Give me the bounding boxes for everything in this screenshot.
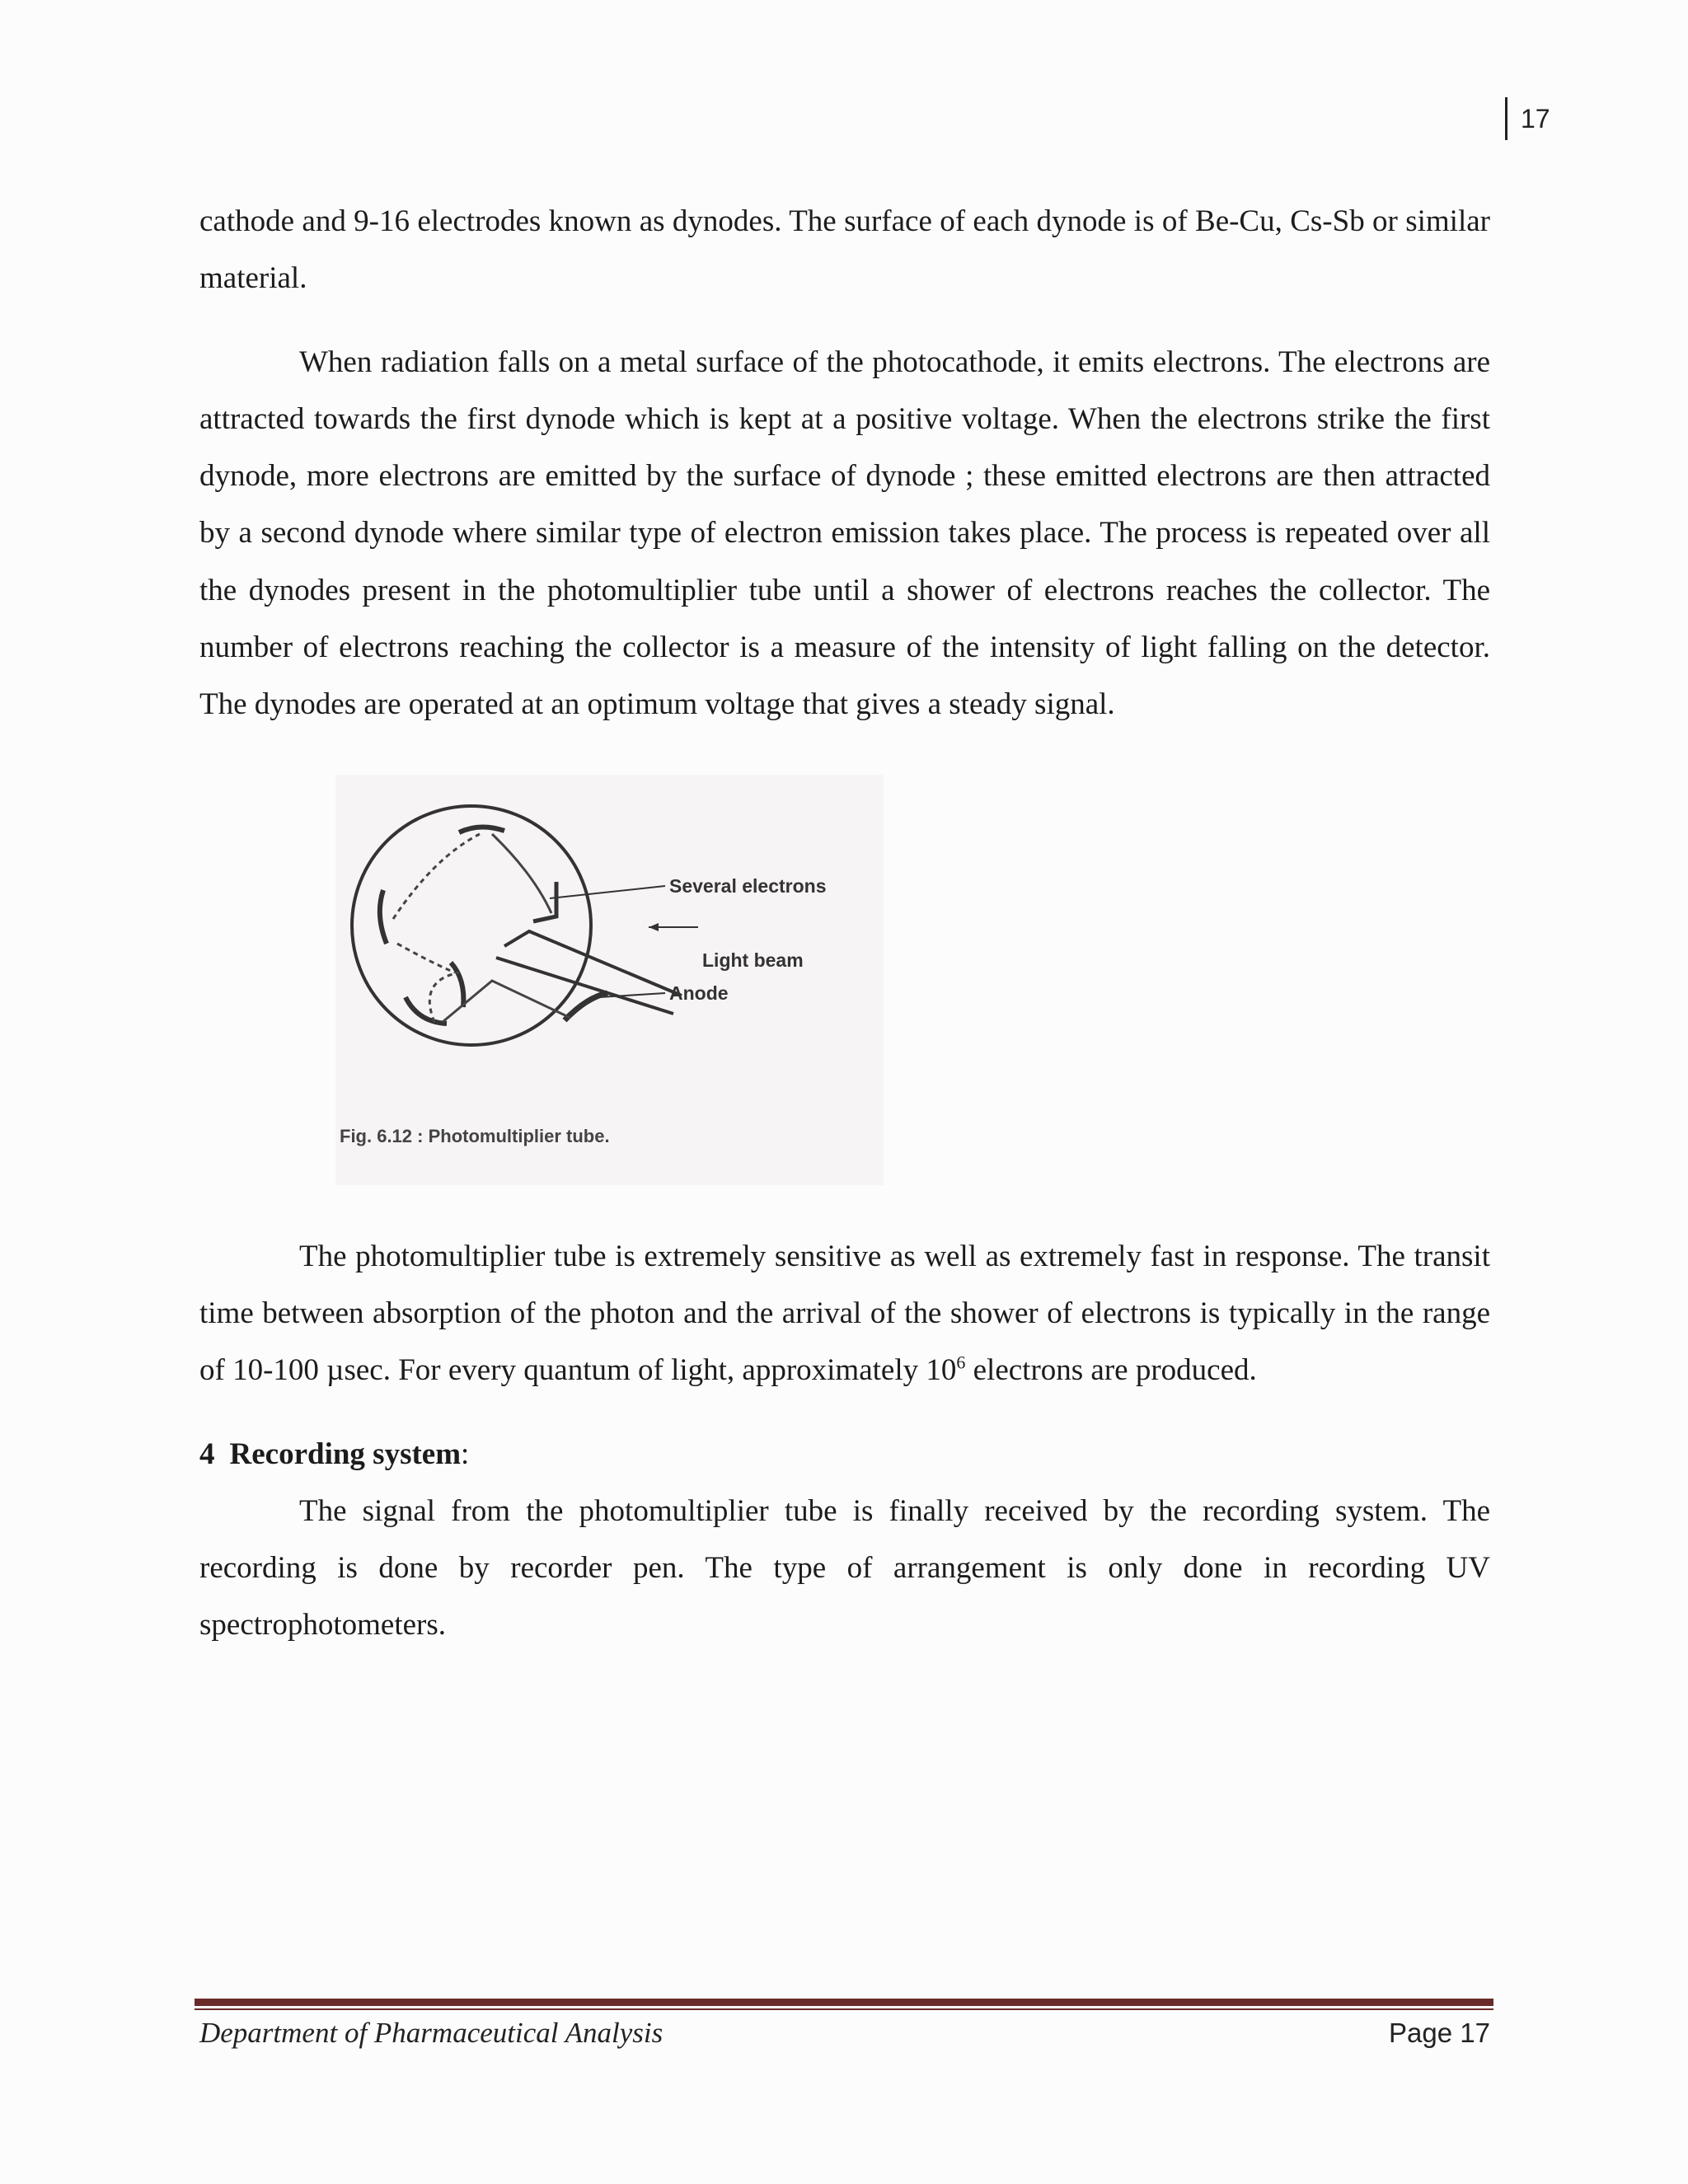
- footer-rule: [195, 1999, 1493, 2006]
- paragraph-dynodes: cathode and 9-16 electrodes known as dynodes. The surface of each dynode is of Be-Cu, Cs-Sb or similar material.: [199, 204, 1490, 296]
- paragraph-sensitivity-text: The photomultiplier tube is extremely sensitive as well as extremely fast in response. The transit time between absorption of the photon and the arrival of the shower of electrons is typically in the range of 10-100 µsec. For every quantum of light, approximately 10: [199, 1239, 1490, 1388]
- paragraph-sensitivity: [199, 1228, 1490, 1399]
- tube-outline: [352, 806, 591, 1045]
- electron-path-1: [393, 834, 480, 919]
- electron-path-3: [397, 944, 455, 972]
- footer-rule-thin: [195, 2008, 1493, 2010]
- paragraph-electron-emission: When radiation falls on a metal surface of the photocathode, it emits electrons. The electrons are attracted towards the first dynode which is kept at a positive voltage. When the electrons strike the first dynode, more electrons are emitted by the surface of dynode ; these emitted electrons are then attracted by a second dynode where similar type of electron emission takes place. The process is repeated over all the dynodes present in the photomultiplier tube until a shower of electrons reaches the collector. The number of electrons reaching the collector is a measure of the intensity of light falling on the detector. The dynodes are operated at an optimum voltage that gives a steady signal.: [199, 344, 1490, 722]
- dynode-4: [406, 997, 447, 1024]
- footer-department: Department of Pharmaceutical Analysis: [199, 2017, 663, 2049]
- page-body: [199, 193, 1490, 1654]
- section-title: Recording system: [229, 1436, 462, 1471]
- section-heading: [199, 1426, 1490, 1483]
- dynode-2: [380, 890, 387, 944]
- light-pipe-top: [504, 931, 682, 996]
- dynode-1: [459, 827, 504, 832]
- section-number: 4: [199, 1436, 215, 1471]
- electron-path-2: [492, 834, 551, 913]
- label-anode: Anode: [669, 982, 729, 1004]
- header-page-number: 17: [1505, 97, 1550, 140]
- section-suffix: :: [461, 1436, 470, 1471]
- electron-path-4: [429, 972, 459, 1022]
- leader-several-electrons: [550, 886, 665, 898]
- exponent: 6: [956, 1352, 966, 1373]
- label-several-electrons: Several electrons: [669, 874, 827, 897]
- light-beam-arrowhead: [649, 923, 659, 931]
- footer-page-label: Page 17: [1389, 2018, 1490, 2048]
- dynode-3: [451, 963, 463, 1007]
- label-light-beam: Light beam: [702, 949, 804, 971]
- paragraph-sensitivity-end: electrons are produced.: [965, 1353, 1257, 1388]
- photomultiplier-diagram: [335, 775, 884, 1185]
- photomultiplier-figure: [335, 775, 884, 1185]
- figure-caption: Fig. 6.12 : Photomultiplier tube.: [340, 1125, 610, 1146]
- paragraph-recording: The signal from the photomultiplier tube is finally received by the recording system. The recording is done by recorder pen. The type of arrangement is only done in recording UV spectrophotometers.: [199, 1493, 1490, 1643]
